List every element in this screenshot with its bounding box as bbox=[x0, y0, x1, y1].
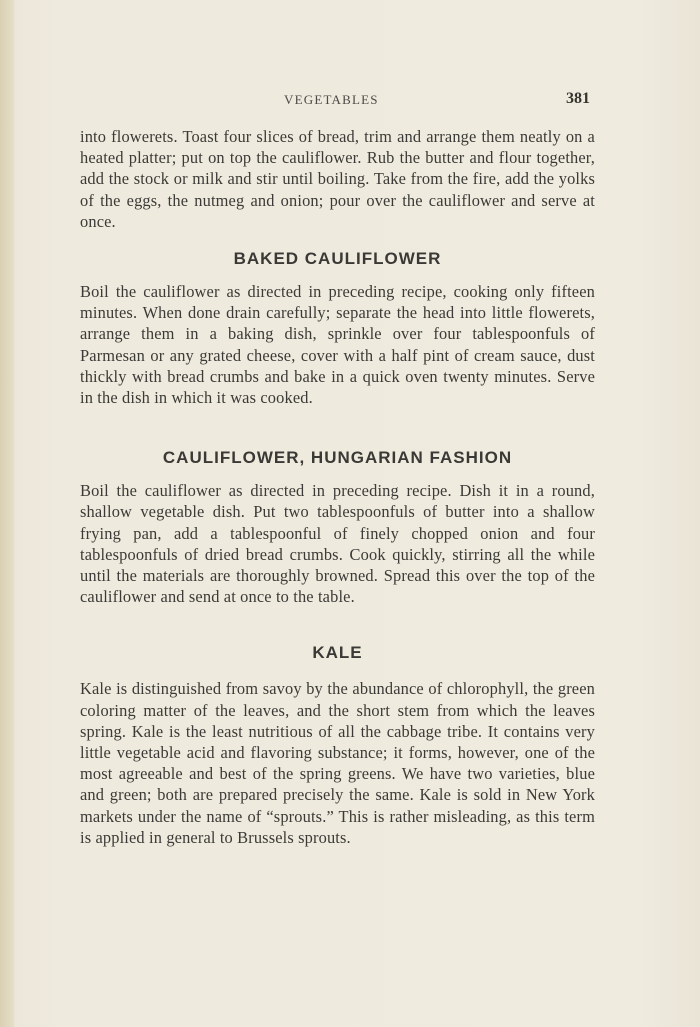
page-body bbox=[80, 126, 595, 848]
running-head: VEGETABLES bbox=[284, 92, 379, 107]
paragraph-cauliflower-hungarian: Boil the cauliflower as directed in preceding recipe. Dish it in a round, shallow vegetable dish. Put two tablespoonfuls of butter into a shallow frying pan, add a tablespoonful of finely chopped onion and four tablespoonfuls of dried bread crumbs. Cook quickly, stirring all the while until the materials are thoroughly browned. Spread this over the top of the cauliflower and send at once to the table. bbox=[80, 481, 595, 607]
section-heading-kale: KALE bbox=[312, 643, 363, 663]
section-heading-baked-cauliflower: BAKED CAULIFLOWER bbox=[233, 249, 442, 269]
paragraph-baked-cauliflower: Boil the cauliflower as directed in preceding recipe, cooking only fifteen minutes. When done drain carefully; separate the head into little flowerets, arrange them in a baking dish, sprinkle over four tablespoonfuls of Parmesan or any grated cheese, cover with a half pint of cream sauce, dust thickly with bread crumbs and bake in a quick oven twenty minutes. Serve in the dish in which it was cooked. bbox=[80, 282, 595, 408]
page-edge bbox=[0, 0, 14, 1027]
section-heading-cauliflower-hungarian: CAULIFLOWER, HUNGARIAN FASHION bbox=[162, 448, 513, 468]
page-header bbox=[0, 88, 700, 112]
continued-paragraph: into flowerets. Toast four slices of bread, trim and arrange them neatly on a heated platter; put on top the cauliflower. Rub the butter and flour together, add the stock or milk and stir until boiling. Take from the fire, add the yolks of the eggs, the nutmeg and onion; pour over the cauliflower and serve at once. bbox=[80, 127, 595, 231]
page-number: 381 bbox=[566, 90, 590, 107]
paragraph-kale: Kale is distinguished from savoy by the abundance of chlorophyll, the green coloring matter of the leaves, and the short stem from which the leaves spring. Kale is the least nutritious of all the cabbage tribe. It contains very little vegetable acid and flavoring substance; it forms, however, one of the most agreeable and best of the spring greens. We have two varieties, blue and green; both are prepared precisely the same. Kale is sold in New York markets under the name of “sprouts.” This is rather misleading, as this term is applied in general to Brussels sprouts. bbox=[80, 679, 595, 847]
